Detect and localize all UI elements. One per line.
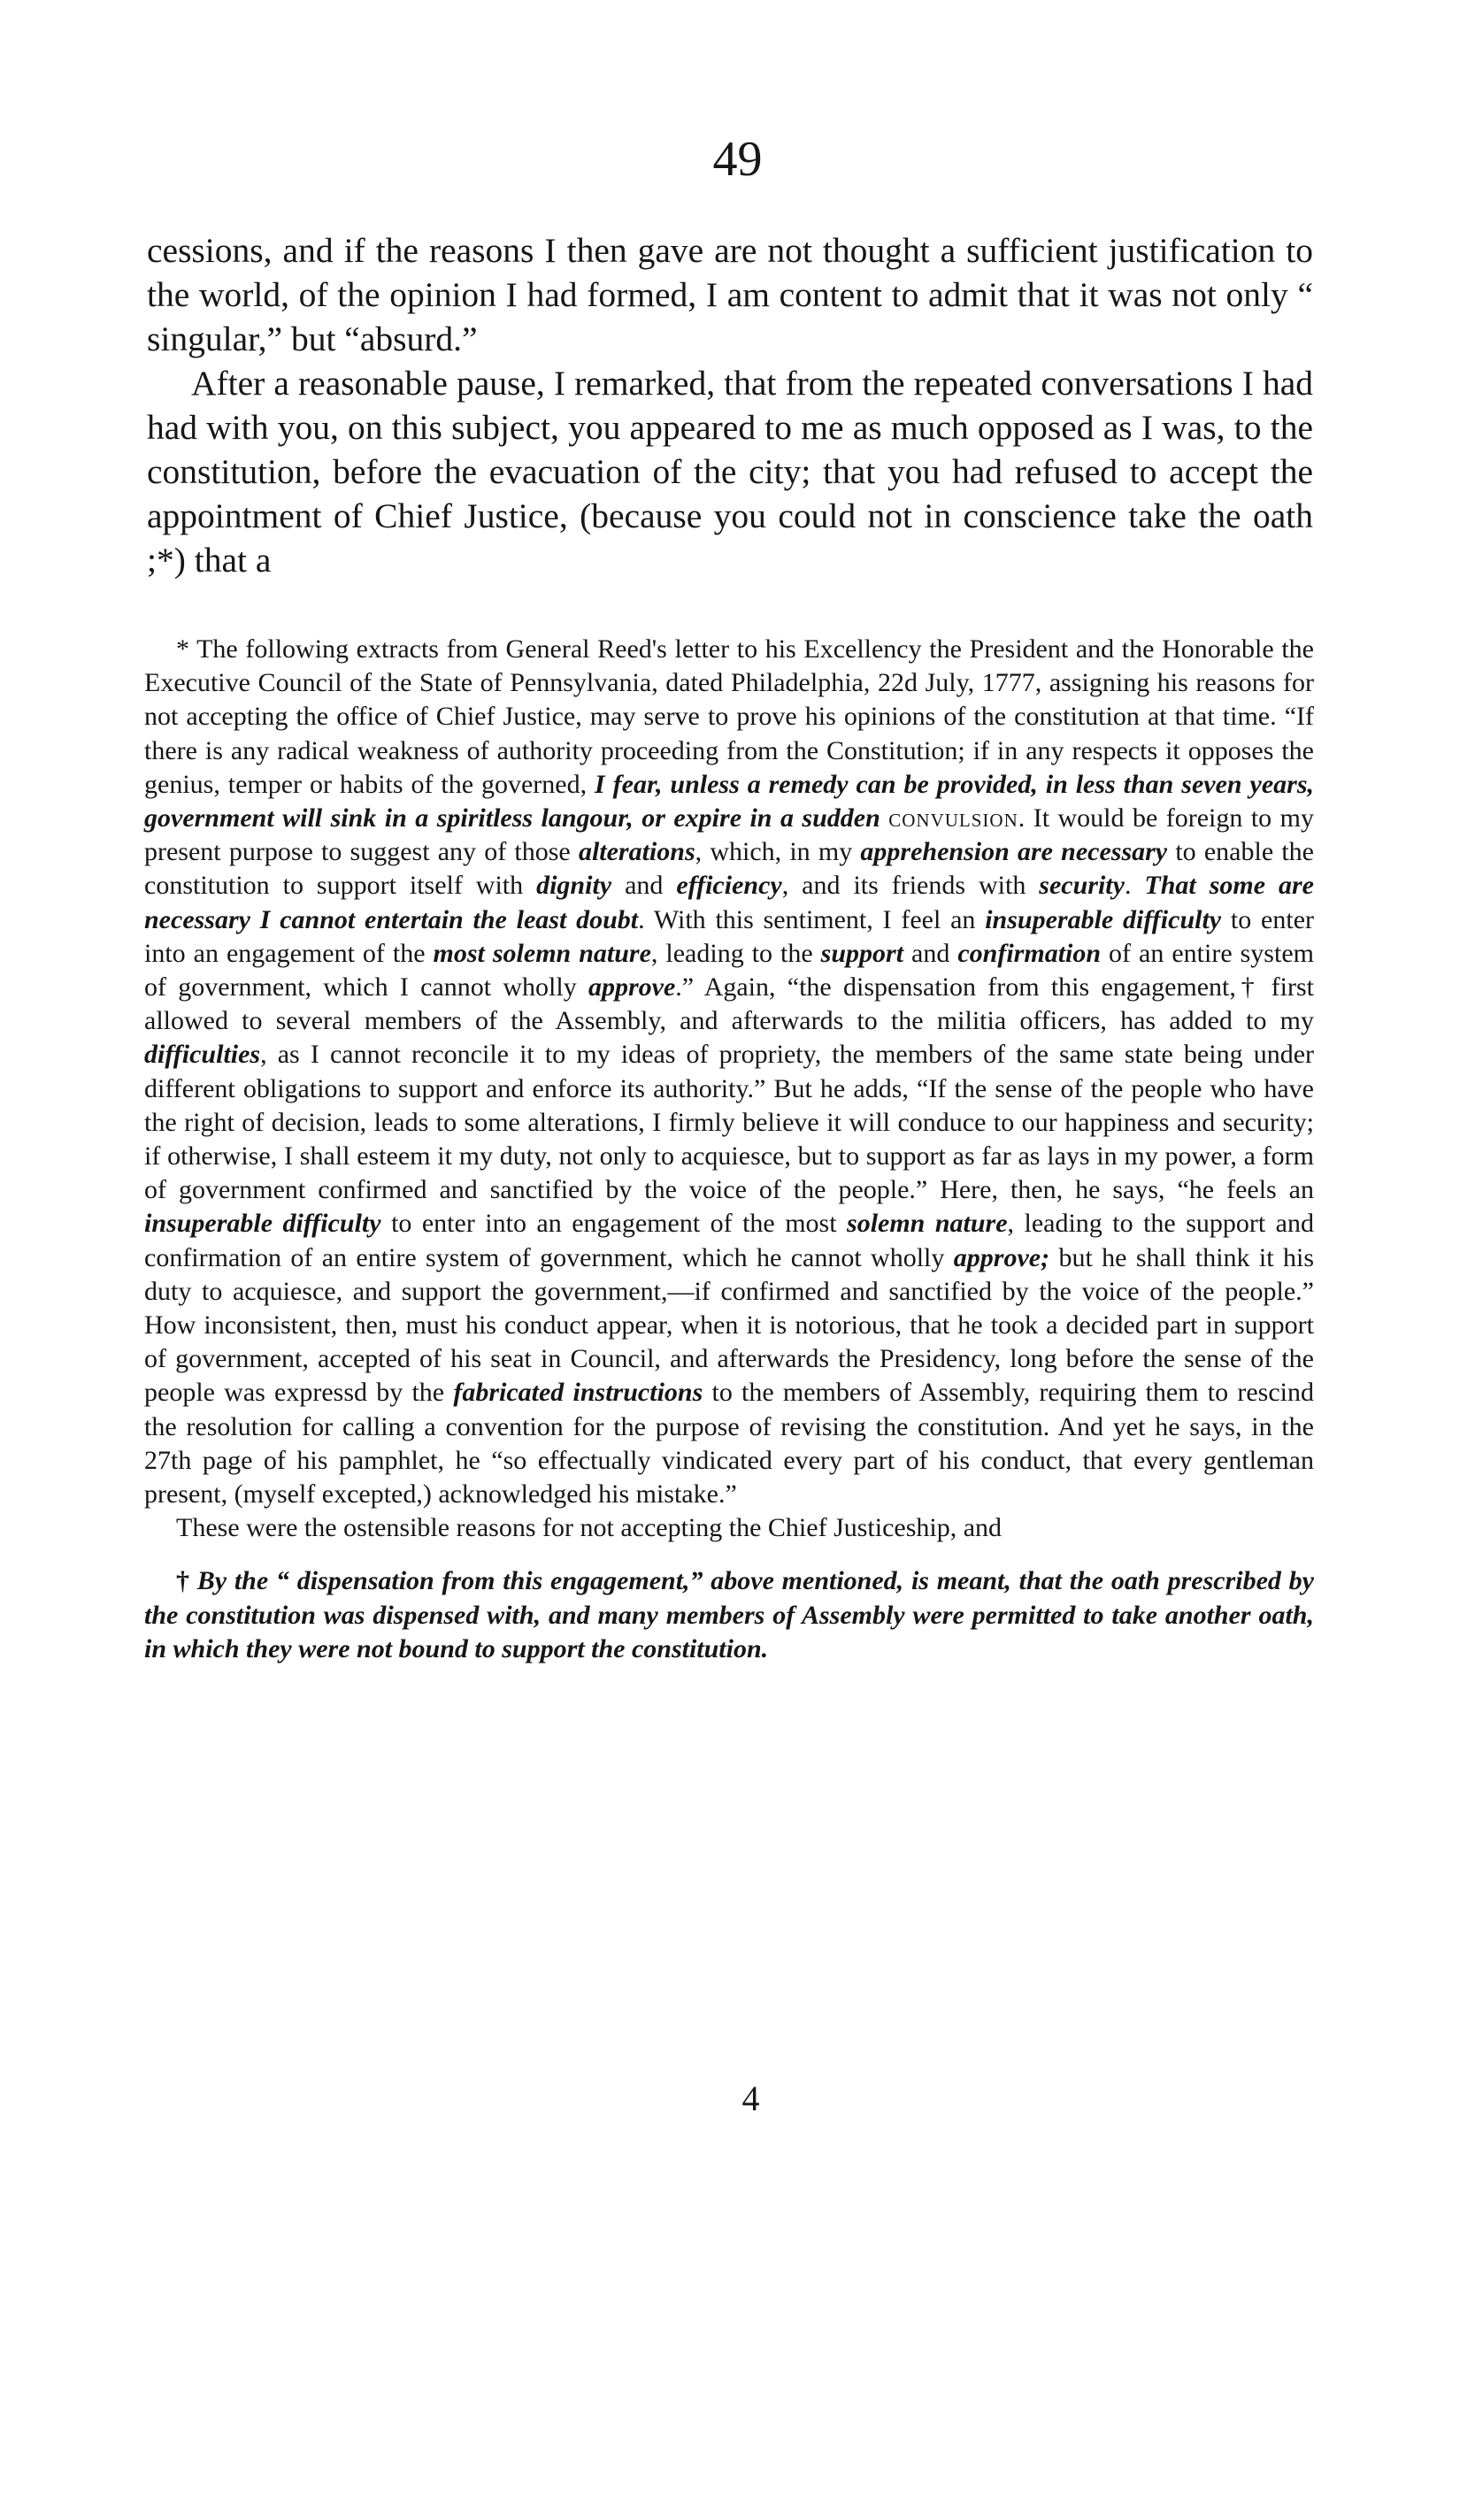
footnote-marker: † (176, 1566, 189, 1596)
footnote-dagger: † By the “ dispensation from this engagement,” above mentioned, is meant, that the oath prescribed by the constitution was dispensed with, and many members of Assembly were permitted to take another oath, in which they were not bound to support the constitution. (144, 1566, 1314, 1663)
page-number: 49 (712, 132, 763, 187)
footnote-continuation: These were the ostensible reasons for not accepting the Chief Justiceship, and (176, 1513, 1003, 1543)
footnote-star: * The following extracts from General Reed's letter to his Excellency the President and the Honorable the Executive Council of the State of Pennsylvania, dated Philadelphia, 22d July, 1777, assigning his reasons for not accepting the office of Chief Justice, may serve to prove his opinions of the constitution at that time. “If there is any radical weakness of authority proceeding from the Constitution; if in any respects it opposes the genius, temper or habits of the governed, I fear, unless a remedy can be provided, in less than seven years, government will sink in a spiritless langour, or expire in a sudden convulsion. It would be foreign to my present purpose to suggest any of those alterations, which, in my apprehension are necessary to enable the constitution to support itself with dignity and efficiency, and its friends with security. That some are necessary I cannot entertain the least doubt. With this sentiment, I feel an insuperable difficulty to enter into an engagement of the most solemn nature, leading to the support and confirmation of an entire system of government, which I cannot wholly approve.” Again, “the dispensation from this engagement,† first allowed to several members of the Assembly, and afterwards to the militia officers, has added to my difficulties, as I cannot reconcile it to my ideas of propriety, the members of the same state being under different obligations to support and enforce its authority.” But he adds, “If the sense of the people who have the right of decision, leads to some alterations, I firmly believe it will conduce to our happiness and security; if otherwise, I shall esteem it my duty, not only to acquiesce, but to support as far as lays in my power, a form of government confirmed and sanctified by the voice of the people.” Here, then, he says, “he feels an insuperable difficulty to enter into an engagement of the most solemn nature, leading to the support and confirmation of an entire system of government, which he cannot wholly approve; but he shall think it his duty to acquiesce, and support the government,—if confirmed and sanctified by the voice of the people.” How inconsistent, then, must his conduct appear, when it is notorious, that he took a decided part in support of government, accepted of his seat in Council, and afterwards the Presidency, long before the sense of the people was expressd by the fabricated instructions to the members of Assembly, requiring them to rescind the resolution for calling a convention for the purpose of revising the constitution. And yet he says, in the 27th page of his pamphlet, he “so effectually vindicated every part of his conduct, that every gentleman present, (myself excepted,) acknowledged his mistake.” (144, 634, 1315, 1510)
main-paragraph: After a reasonable pause, I remarked, that from the repeated conversations I had had with you, on this subject, you appeared to me as much opposed as I was, to the constitution, before the evacuation of the city; that you had refused to accept the appointment of Chief Justice, (because you could not in conscience take the oath ;*) that a (147, 364, 1313, 580)
footnotes (144, 633, 1314, 1666)
main-text (147, 228, 1313, 582)
signature-mark: 4 (741, 2078, 760, 2118)
footnote-marker: * (176, 634, 189, 664)
main-paragraph-continued: cessions, and if the reasons I then gave are not thought a sufficient justification to the world, of the opinion I had formed, I am content to admit that it was not only “ singular,” but “absurd.” (147, 231, 1313, 358)
